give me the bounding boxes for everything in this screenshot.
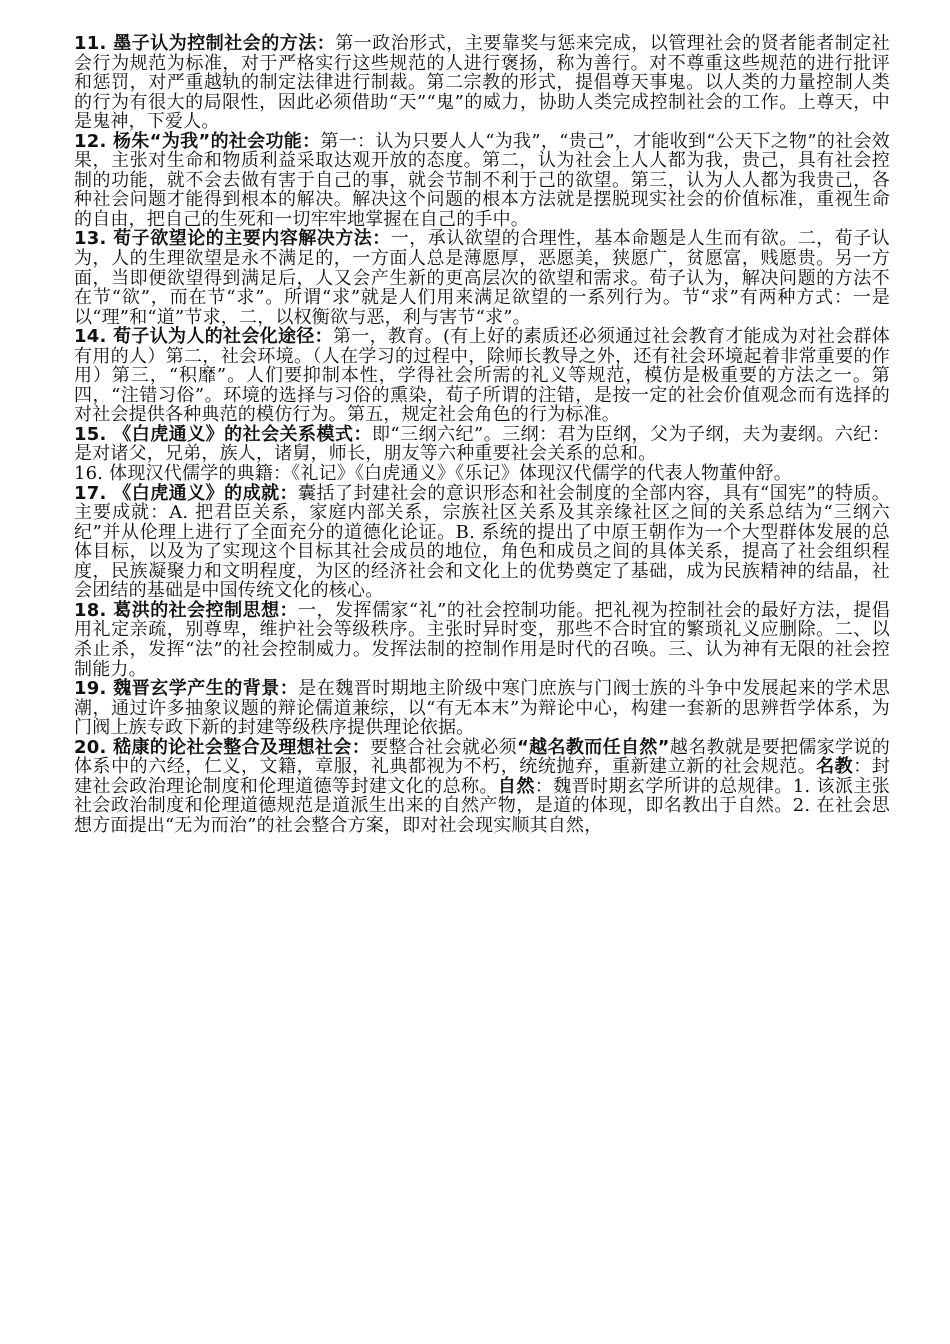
item-16: [74, 464, 890, 484]
item-20-body-d: ：魏晋时期玄学所讲的总规律。1. 该派主张社会政治制度和伦理道德规范是道派生出来的自然产物，是道的体现，即名教出于自然。2. 在社会思想方面提出“无为而治”的社会整合方案，即对社会现实顺其自然，: [74, 775, 890, 836]
item-15: [74, 425, 890, 464]
item-11-body: 第一政治形式，主要靠奖与惩来完成，以管理社会的贤者能者制定社会行为规范为标准，对于严格实行这些规范的人进行褒扬，称为善行。对不尊重这些规范的进行批评和惩罚，对严重越轨的制定法律进行制裁。第二宗教的形式，提倡尊天事鬼。以人类的力量控制人类的行为有很大的局限性，因此必须借助“天”“鬼”的威力，协助人类完成控制社会的工作。上尊天，中是鬼神，下爱人。: [74, 33, 890, 133]
item-19-body: 是在魏晋时期地主阶级中寒门庶族与门阀士族的斗争中发展起来的学术思潮，通过许多抽象议题的辩论儒道兼综，以“有无本末”为辩论中心，构建一套新的思辨哲学体系，为门阀上族专政下新的封建等级秩序提供理论依据。: [74, 678, 890, 739]
item-20: [74, 738, 890, 836]
item-20-body-a: 要整合社会就必须: [370, 736, 517, 758]
item-20-key-a: “越名教而任自然”: [516, 736, 670, 758]
item-13-body: 一，承认欲望的合理性，基本命题是人生而有欲。二，荀子认为，人的生理欲望是永不满足的，一方面人总是薄愿厚，恶愿美，狭愿广，贫愿富，贱愿贵。另一方面，当即便欲望得到满足后，人又会产生新的更高层次的欲望和需求。荀子认为，解决问题的方法不在节“欲”，而在节“求”。所谓“求”就是人们用来满足欲望的一系列行为。节“求”有两种方式：一是以“理”和“道”节求，二，以权衡欲与恶，利与害节“求”。: [74, 228, 891, 328]
item-14: [74, 327, 890, 425]
item-20-key-c: 自然: [497, 775, 535, 797]
item-12: [74, 132, 890, 230]
item-19: [74, 679, 890, 738]
item-14-body: 第一，教育。(有上好的素质还必须通过社会教育才能成为对社会群体有用的人）第二，社会环境。（人在学习的过程中，除师长教导之外，还有社会环境起着非常重要的作用）第三，“积靡”。人们要抑制本性，学得社会所需的礼义等规范，模仿是极重要的方法之一。第四，“注错习俗”。环境的选择与习俗的熏染，荀子所谓的注错，是按一定的社会价值观念而有选择的对社会提供各种典范的模仿行为。第五，规定社会角色的行为标准。: [74, 326, 890, 426]
item-11: [74, 34, 890, 132]
item-18: [74, 601, 890, 679]
item-20-body-b: 越名教就是要把儒家学说的体系中的六经，仁义，文籍，章服，礼典都视为不朽，统统抛弃，重新建立新的社会规范。: [74, 736, 890, 778]
item-19-heading: 19. 魏晋玄学产生的背景：: [74, 678, 299, 700]
item-13: [74, 229, 890, 327]
item-17: [74, 484, 890, 601]
item-13-heading: 13. 荀子欲望论的主要内容解决方法：: [74, 228, 391, 250]
item-12-heading: 12. 杨朱“为我”的社会功能：: [74, 130, 321, 152]
item-20-heading: 20. 嵇康的论社会整合及理想社会：: [74, 736, 371, 758]
item-18-body: 一，发挥儒家“礼”的社会控制功能。把礼视为控制社会的最好方法，提倡用礼定亲疏，别尊卑，维护社会等级秩序。主张时异时变，那些不合时宜的繁琐礼义应删除。二、以杀止杀，发挥“法”的社会控制威力。发挥法制的控制作用是时代的召唤。三、认为神有无限的社会控制能力。: [74, 599, 890, 680]
item-14-heading: 14. 荀子认为人的社会化途径：: [74, 326, 333, 348]
item-11-heading: 11. 墨子认为控制社会的方法：: [74, 33, 336, 54]
item-20-body-c: ：封建社会政治理论制度和伦理道德等封建文化的总称。: [74, 756, 890, 797]
item-17-body: 囊括了封建社会的意识形态和社会制度的全部内容，具有“国宪”的特质。主要成就：A. 把君臣关系，家庭内部关系，宗族社区关系及其亲缘社区之间的关系总结为“三纲六纪”并从伦理上进行了全面充分的道德化论证。B. 系统的提出了中原王朝作为一个大型群体发展的总体目标，以及为了实现这个目标其社会成员的地位，角色和成员之间的具体关系，提高了社会组织程度，民族凝聚力和文明程度，为区的经济社会和文化上的优势奠定了基础，成为民族精神的结晶，社会团结的基础是中国传统文化的核心。: [74, 482, 890, 602]
item-17-heading: 17. 《白虎通义》的成就：: [74, 482, 299, 504]
item-16-body: 16. 体现汉代儒学的典籍：《礼记》《白虎通义》《乐记》体现汉代儒学的代表人物董仲舒。: [74, 463, 792, 485]
item-12-body: 第一：认为只要人人“为我”，“贵己”，才能收到“公天下之物”的社会效果，主张对生命和物质利益采取达观开放的态度。第二，认为社会上人人都为我，贵己，具有社会控制的功能，就不会去做有害于自己的事，就会节制不利于己的欲望。第三，认为人人都为我贵己，各种社会问题才能得到根本的解决。解决这个问题的根本方法就是摆脱现实社会的价值标准，重视生命的自由，把自己的生死和一切牢牢地掌握在自己的手中。: [74, 130, 890, 230]
item-18-heading: 18. 葛洪的社会控制思想：: [74, 599, 299, 621]
item-15-heading: 15. 《白虎通义》的社会关系模式：: [74, 423, 372, 445]
item-15-body: 即“三纲六纪”。三纲：君为臣纲，父为子纲，夫为妻纲。六纪：是对诸父，兄弟，族人，诸舅，师长，朋友等六种重要社会关系的总和。: [74, 423, 890, 465]
item-20-key-b: 名教: [816, 756, 854, 778]
